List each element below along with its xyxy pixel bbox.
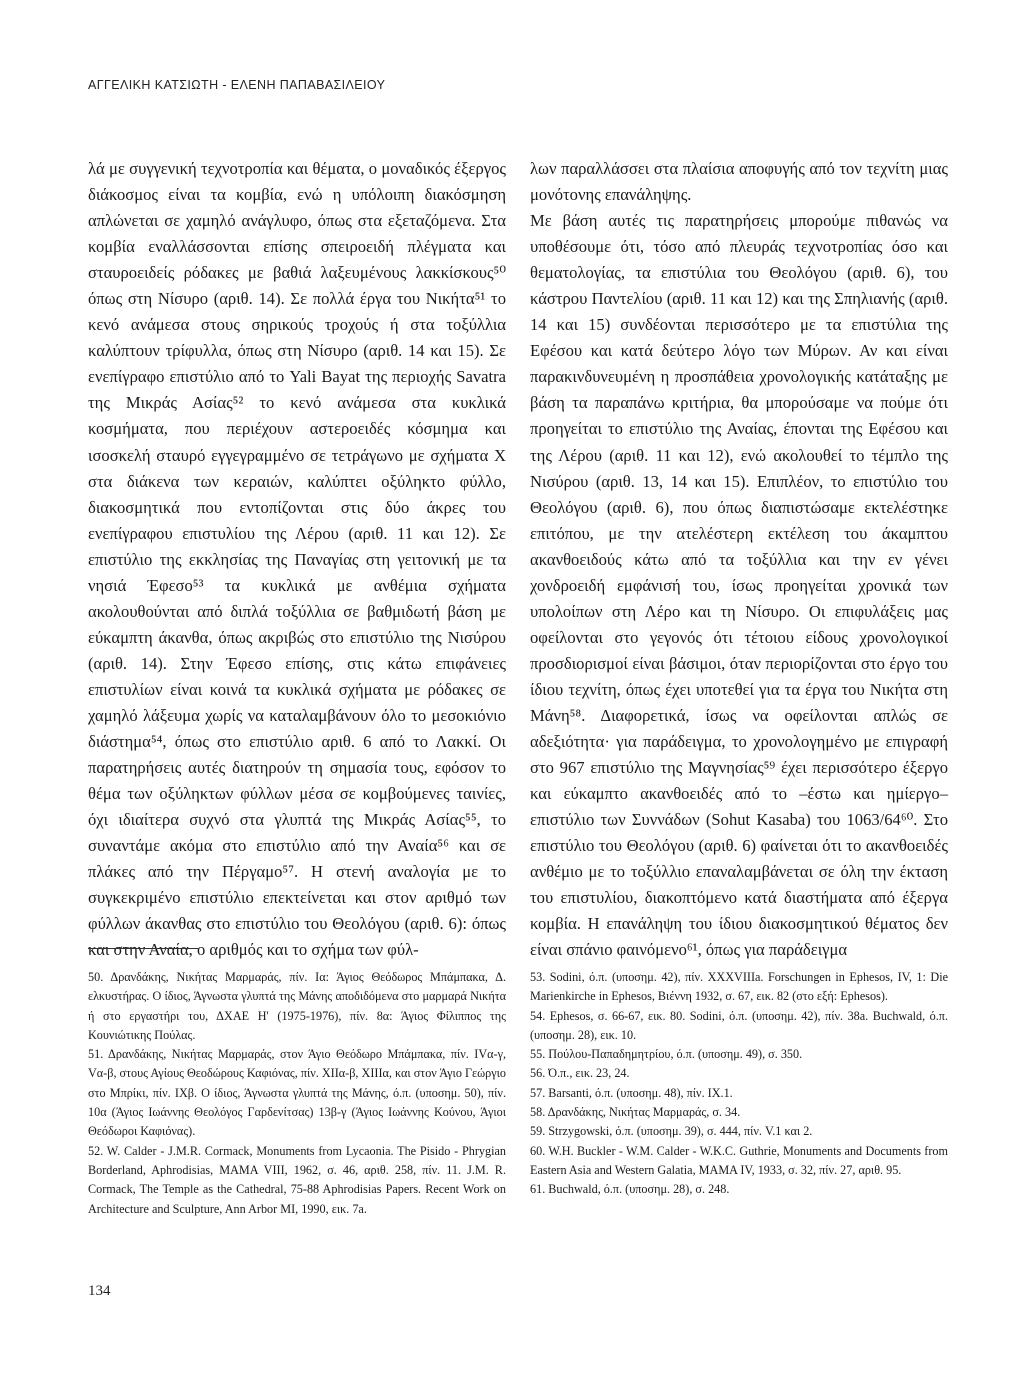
footnote-60: 60. W.H. Buckler - W.M. Calder - W.K.C. Guthrie, Monuments and Documents from Eastern Asia and Western Galatia, MAMA IV, 1933, σ. 32, πίν. 27, αριθ. 95. (530, 1143, 948, 1177)
footnote-56: 56. Ό.π., εικ. 23, 24. (530, 1066, 630, 1081)
footnote-58: 58. Δρανδάκης, Νικήτας Μαρμαράς, σ. 34. (530, 1105, 741, 1120)
footnotes-left (88, 968, 506, 1219)
footnote-50: 50. Δρανδάκης, Νικήτας Μαρμαράς, πίν. Ια: Άγιος Θεόδωρος Μπάμπακα, Δ. ελκυστήρας. Ο ίδιος, Άγνωστα γλυπτά της Μάνης αποδιδόμενα στο μαρμαρά Νικήτα ή στο εργαστήρι του, ΔΧΑΕ Η' (1975-1976), πίν. 8α: Άγιος Φίλιππος της Κουνιώτικης Πούλας. (88, 970, 506, 1042)
footnote-51: 51. Δρανδάκης, Νικήτας Μαρμαράς, στον Άγιο Θεόδωρο Μπάμπακα, πίν. IVα-γ, Vα-β, στους Αγίους Θεοδώρους Καφιόνας, πίν. XIIα-β, XIIIα, και στον Άγιο Γεώργιο στο Μπρίκι, πίν. IXβ. Ο ίδιος, Άγνωστα γλυπτά της Μάνης, ό.π. (υποσημ. 50), πίν. 10α (Άγιος Ιωάννης Θεολόγος Γαρδενίτσας) 13β-γ (Άγιος Ιωάννης Κούνου, Άγιοι Θεόδωροι Καφιόνας). (88, 1047, 506, 1139)
body-paragraph: λά με συγγενική τεχνοτροπία και θέματα, ο μοναδικός έξεργος διάκοσμος είναι τα κομβία, ενώ η υπόλοιπη διακόσμηση απλώνεται σε χαμηλό ανάγλυφο, όπως στα εξεταζόμενα. Στα κομβία εναλλάσσονται επίσης σπειροειδή πλέγματα και σταυροειδείς ρόδακες με βαθιά λαξευμένους λακκίσκους⁵⁰ όπως στη Νίσυρο (αριθ. 14). Σε πολλά έργα του Νικήτα⁵¹ το κενό ανάμεσα στους σηρικούς τροχούς ή στα τοξύλλια καλύπτουν τρίφυλλα, όπως στη Νίσυρο (αριθ. 14 και 15). Σε ενεπίγραφο επιστύλιο από το Yali Bayat της περιοχής Savatra της Μικράς Ασίας⁵² το κενό ανάμεσα στα κυκλικά κοσμήματα, που περιέχουν αστεροειδές κόσμημα και ισοσκελή σταυρό εγγεγραμμένο σε τετράγωνο με σχήματα X στα διάκενα των κεραιών, καλύπτει οξύληκτο φύλλο, διακοσμητικά που εντοπίζονται στις δύο άκρες του ενεπίγραφου επιστυλίου της Λέρου (αριθ. 11 και 12). Σε επιστύλιο της εκκλησίας της Παναγίας στη γειτονική με τα νησιά Έφεσο⁵³ τα κυκλικά με ανθέμια σχήματα ακολουθούνται από διπλά τοξύλλια σε βαθμιδωτή βάση με εύκαμπτη άκανθα, όπως ακριβώς στο επιστύλιο της Νισύρου (αριθ. 14). Στην Έφεσο επίσης, στις κάτω επιφάνειες επιστυλίων είναι κοινά τα κυκλικά σχήματα με ρόδακες σε χαμηλό λάξευμα χωρίς να καταλαμβάνουν όλο το μεσοκιόνιο διάστημα⁵⁴, όπως στο επιστύλιο αριθ. 6 από το Λακκί. Οι παρατηρήσεις αυτές διατηρούν τη σημασία τους, εφόσον το θέμα των οξύληκτων φύλλων μέσα σε κομβούμενες ταινίες, όχι ιδιαίτερα συχνό στα γλυπτά της Μικράς Ασίας⁵⁵, το συναντάμε ακόμα στο επιστύλιο από την Αναία⁵⁶ και σε πλάκες από την Πέργαμο⁵⁷. Η στενή αναλογία με το συγκεκριμένο επιστύλιο επεκτείνεται και στον αριθμό των φύλλων άκανθας στο επιστύλιο του Θεολόγου (αριθ. 6): όπως και στην Αναία, ο αριθμός και το σχήμα των φύλ- (88, 159, 506, 960)
running-head: ΑΓΓΕΛΙΚΗ ΚΑΤΣΙΩΤΗ - ΕΛΕΝΗ ΠΑΠΑΒΑΣΙΛΕΙΟΥ (88, 78, 386, 92)
footnote-61: 61. Buchwald, ό.π. (υποσημ. 28), σ. 248. (530, 1182, 730, 1197)
footnote-55: 55. Πούλου-Παπαδημητρίου, ό.π. (υποσημ. 49), σ. 350. (530, 1047, 803, 1062)
footnote-53: 53. Sodini, ό.π. (υποσημ. 42), πίν. XXXVIIIa. Forschungen in Ephesos, IV, 1: Die Marienkirche in Ephesos, Βιέννη 1932, σ. 67, εικ. 82 (στο εξή: Ephesos). (530, 970, 948, 1004)
body-paragraph: Με βάση αυτές τις παρατηρήσεις μπορούμε πιθανώς να υποθέσουμε ότι, τόσο από πλευράς τεχνοτροπίας όσο και θεματολογίας, τα επιστύλια του Θεολόγου (αριθ. 6), του κάστρου Παντελίου (αριθ. 11 και 12) και της Σπηλιανής (αριθ. 14 και 15) συνδέονται περισσότερο με τα επιστύλια της Εφέσου και κατά δεύτερο λόγο των Μύρων. Αν και είναι παρακινδυνευμένη η προσπάθεια χρονολογικής κατάταξης με βάση τα παραπάνω κριτήρια, θα μπορούσαμε να πούμε ότι προηγείται το επιστύλιο της Αναίας, έπονται της Εφέσου και της Λέρου (αριθ. 11 και 12), ενώ ακολουθεί το τέμπλο της Νισύρου (αριθ. 13, 14 και 15). Επιπλέον, το επιστύλιο του Θεολόγου (αριθ. 6), που όπως διαπιστώσαμε εκτελέστηκε επιτόπου, με την ατελέστερη εκτέλεση του άκαμπτου ακανθοειδούς κάτω από τα τοξύλλια και την εν γένει χονδροειδή εμφάνισή του, ίσως προηγείται χρονικά των υπολοίπων στη Λέρο και τη Νίσυρο. Οι επιφυλάξεις μας οφείλονται στο γεγονός ότι τέτοιου είδους χρονολογικοί προσδιορισμοί είναι βάσιμοι, όταν περιορίζονται στο έργο του ίδιου τεχνίτη, όπως έχει υποτεθεί για τα έργα του Νικήτα στη Μάνη⁵⁸. Διαφορετικά, ίσως να οφείλονται απλώς σε αδεξιότητα· για παράδειγμα, το χρονολογημένο με επιγραφή στο 967 επιστύλιο της Μαγνησίας⁵⁹ έχει περισσότερο έξεργο και εύκαμπτο ακανθοειδές από το –έστω και ημίεργο– επιστύλιο των Συννάδων (Sohut Kasaba) του 1063/64⁶⁰. Στο επιστύλιο του Θεολόγου (αριθ. 6) φαίνεται ότι το ακανθοειδές ανθέμιο με το τοξύλλιο επαναλαμβάνεται σε όλη την έκταση του επιστυλίου, διακοπτόμενο κατά διαστήματα από έξεργα κομβία. Η επανάληψη του ίδιου διακοσμητικού θέματος δεν είναι σπάνιο φαινόμενο⁶¹, όπως για παράδειγμα (530, 211, 948, 960)
footnote-52: 52. W. Calder - J.M.R. Cormack, Monuments from Lycaonia. The Pisido - Phrygian Borderland, Aphrodisias, MAMA VIII, 1962, σ. 46, αριθ. 258, πίν. 11. J.M. R. Cormack, The Temple as the Cathedral, 75-88 Aphrodisias Papers. Recent Work on Architecture and Sculpture, Ann Arbor MI, 1990, εικ. 7a. (88, 1143, 506, 1216)
footnote-separator (88, 948, 198, 949)
footnote-59: 59. Strzygowski, ό.π. (υποσημ. 39), σ. 444, πίν. V.1 και 2. (530, 1124, 813, 1139)
page-number: 134 (88, 1283, 111, 1299)
body-column-left (88, 156, 506, 963)
footnote-57: 57. Barsanti, ό.π. (υποσημ. 48), πίν. IX.1. (530, 1085, 733, 1100)
footnote-54: 54. Ephesos, σ. 66-67, εικ. 80. Sodini, ό.π. (υποσημ. 42), πίν. 38a. Buchwald, ό.π. (υποσημ. 28), εικ. 10. (530, 1008, 948, 1042)
body-paragraph: λων παραλλάσσει στα πλαίσια αποφυγής από τον τεχνίτη μιας μονότονης επανάληψης. (530, 159, 948, 205)
body-column-right (530, 156, 948, 963)
footnotes-right (530, 968, 948, 1200)
